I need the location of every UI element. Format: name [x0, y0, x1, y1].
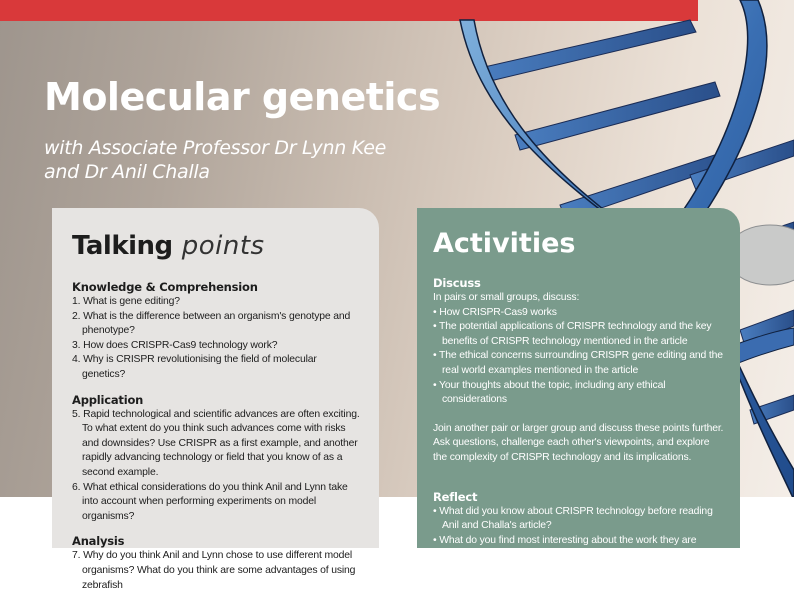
discuss-bullet: • How CRISPR-Cas9 works: [433, 306, 557, 318]
section-application: [72, 393, 379, 525]
page-subtitle: [44, 136, 386, 184]
discuss-intro: In pairs or small groups, discuss:: [433, 292, 580, 303]
section-heading: Discuss: [433, 276, 481, 290]
reflect-bullet: • What did you know about CRISPR technology before reading Anil and Challa's article?: [433, 505, 713, 532]
section-heading: Reflect: [433, 489, 478, 504]
title-light-word: points: [181, 231, 265, 261]
section-heading: Analysis: [72, 534, 125, 549]
section-reflect: [433, 490, 740, 563]
section-knowledge: [72, 280, 379, 383]
discuss-followup: Join another pair or larger group and discuss these points further. Ask questions, challenge each other's viewpoints, and explore the complexity of CRISPR technology and its implications.: [433, 422, 724, 463]
title-bold-word: Talking: [72, 231, 173, 261]
section-discuss: [433, 276, 740, 466]
section-heading: Knowledge & Comprehension: [72, 280, 258, 294]
question-item: 6. What ethical considerations do you think Anil and Lynn take into account when performing experiments on model organisms?: [72, 481, 348, 522]
question-item: 1. What is gene editing?: [72, 296, 180, 307]
activities-panel: [417, 208, 740, 561]
question-item: 2. What is the difference between an organism's genotype and phenotype?: [72, 310, 351, 337]
discuss-bullet: • The ethical concerns surrounding CRISPR gene editing and the real world examples mentioned in the article: [433, 350, 723, 376]
question-item: 4. Why is CRISPR revolutionising the field of molecular genetics?: [72, 354, 317, 380]
question-item: 3. How does CRISPR-Cas9 technology work?: [72, 339, 278, 351]
question-item: 7. Why do you think Anil and Lynn chose to use different model organisms? What do you think are some advantages of using zebrafish: [72, 550, 356, 591]
discuss-bullet: • The potential applications of CRISPR technology and the key benefits of CRISPR technology mentioned in the article: [433, 321, 712, 347]
reflect-bullet: • What do you find most interesting about the work they are doing?: [433, 534, 697, 561]
activities-title: Activities: [433, 228, 576, 259]
subtitle-line-2: and Dr Anil Challa: [44, 161, 210, 183]
section-analysis: [72, 534, 379, 593]
page-title: Molecular genetics: [44, 75, 441, 119]
talking-points-panel: [52, 208, 379, 591]
subtitle-line-1: with Associate Professor Dr Lynn Kee: [44, 137, 386, 159]
talking-points-title: [72, 230, 379, 262]
discuss-bullet: • Your thoughts about the topic, including any ethical considerations: [433, 379, 666, 406]
section-heading: Application: [72, 392, 144, 407]
spacer: [433, 476, 740, 490]
spacer: [433, 408, 740, 422]
question-item: 5. Rapid technological and scientific advances are often exciting. To what extent do you think such advances come with risks and downsides? Use CRISPR as a first example, and another rapidly advancing technology or field that you know of as a second example.: [72, 408, 360, 478]
